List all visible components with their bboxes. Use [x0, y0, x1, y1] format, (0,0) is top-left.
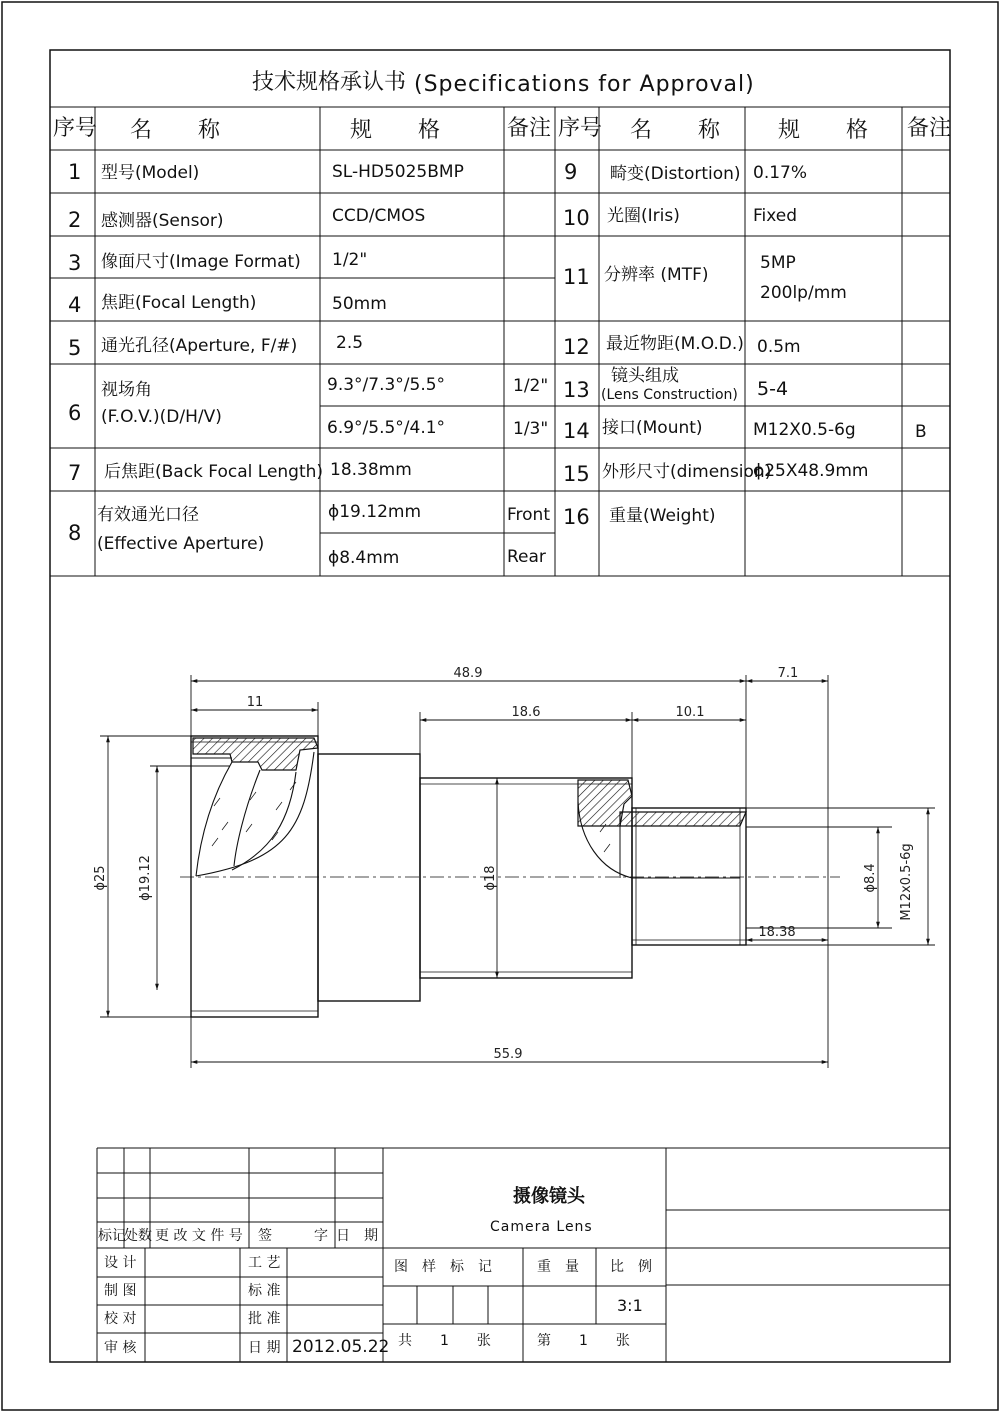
dimension-lines	[100, 675, 935, 1068]
lens-drawing	[180, 736, 840, 1017]
row-spec-2: 200lp/mm	[760, 283, 847, 303]
dim-55-9: 55.9	[493, 1047, 523, 1062]
role-draw: 制 图	[104, 1283, 137, 1299]
front-barrel	[191, 736, 318, 1017]
mid-barrel	[318, 754, 420, 1001]
header-name-right: 名 称	[630, 118, 733, 143]
role-design: 设 计	[104, 1255, 137, 1271]
dim-phi25: ϕ25	[93, 865, 108, 891]
row-spec: 9.3°/7.3°/5.5°	[327, 375, 446, 395]
row-spec: 5-4	[757, 378, 789, 400]
row-name: 光圈(Iris)	[607, 206, 680, 226]
col-head-marking: 图 样 标 记	[394, 1259, 492, 1275]
row-no: 6	[68, 401, 82, 425]
thread-mount	[632, 808, 746, 945]
row-spec: 18.38mm	[330, 460, 412, 480]
col-head-weight: 重 量	[537, 1259, 579, 1275]
row-spec: M12X0.5-6g	[753, 420, 856, 440]
rev-header-sign: 签 字	[258, 1228, 328, 1244]
row-name: 分辨率 (MTF)	[604, 265, 709, 285]
header-spec-right: 规 格	[778, 118, 881, 143]
scale-value: 3:1	[617, 1296, 643, 1315]
row-name: 焦距(Focal Length)	[101, 293, 257, 313]
header-note-left: 备注	[507, 116, 552, 141]
row-spec: 50mm	[332, 294, 387, 314]
row-no: 5	[68, 336, 82, 360]
role-process: 工 艺	[248, 1255, 281, 1271]
row-name: 最近物距(M.O.D.)	[606, 334, 744, 354]
row-no: 11	[563, 265, 590, 289]
dim-phi19-12: ϕ19.12	[138, 855, 153, 901]
dim-phi8-4: ϕ8.4	[863, 863, 878, 893]
row-spec: 0.5m	[757, 337, 801, 357]
row-name: 重量(Weight)	[609, 506, 716, 526]
row-name-2: (F.O.V.)(D/H/V)	[101, 407, 222, 427]
row-no: 9	[564, 160, 578, 184]
row-no: 1	[68, 160, 82, 184]
role-date: 日 期	[248, 1340, 281, 1356]
row-name: 感测器(Sensor)	[101, 211, 224, 231]
row-note-2: Rear	[507, 547, 546, 567]
row-no: 8	[68, 521, 82, 545]
dim-10-1: 10.1	[675, 705, 705, 720]
dim-48-9: 48.9	[453, 666, 483, 681]
row-no: 13	[563, 378, 590, 402]
row-note: Front	[507, 505, 550, 525]
rev-header-mark: 标记	[98, 1228, 126, 1244]
row-name: 视场角	[101, 380, 152, 400]
row-no: 7	[68, 461, 82, 485]
sheet-total: 共 1 张	[398, 1333, 491, 1349]
title-en: (Specifications for Approval)	[414, 72, 755, 97]
row-name: 后焦距(Back Focal Length)	[104, 462, 324, 482]
product-name-en: Camera Lens	[490, 1219, 593, 1235]
drawing-date: 2012.05.22	[292, 1337, 390, 1357]
dim-11: 11	[246, 695, 264, 710]
header-no-left: 序号	[53, 116, 98, 141]
row-spec-2: 6.9°/5.5°/4.1°	[327, 418, 446, 438]
role-approve: 批 准	[248, 1311, 281, 1327]
row-spec: Fixed	[753, 206, 798, 226]
row-name: 镜头组成	[611, 366, 679, 386]
row-spec: CCD/CMOS	[332, 206, 426, 226]
rev-header-count: 处数	[124, 1228, 152, 1244]
row-spec-2: ϕ8.4mm	[328, 548, 400, 568]
row-name: 通光孔径(Aperture, F/#)	[101, 336, 298, 356]
row-spec: ϕ19.12mm	[328, 502, 422, 522]
row-spec: 2.5	[336, 333, 364, 353]
role-check: 校 对	[104, 1311, 137, 1327]
row-no: 3	[68, 251, 82, 275]
row-spec: 1/2"	[332, 250, 368, 270]
row-name: 接口(Mount)	[602, 418, 703, 438]
row-no: 16	[563, 505, 590, 529]
row-name-2: (Lens Construction)	[601, 387, 738, 403]
dimension-labels	[93, 666, 914, 1062]
row-no: 4	[68, 293, 82, 317]
dim-7-1: 7.1	[777, 666, 799, 681]
dim-18-6: 18.6	[511, 705, 541, 720]
row-name: 型号(Model)	[101, 163, 200, 183]
row-no: 2	[68, 208, 82, 232]
dim-phi18: ϕ18	[483, 865, 498, 891]
sheet-number: 第 1 张	[537, 1333, 630, 1349]
row-name: 外形尺寸(dimension)	[602, 462, 772, 482]
row-name: 畸变(Distortion)	[610, 164, 741, 184]
dim-thread: M12x0.5-6g	[899, 843, 914, 921]
product-name-cn: 摄像镜头	[513, 1186, 585, 1207]
header-name-left: 名 称	[130, 118, 233, 143]
row-note: B	[915, 422, 927, 442]
header-spec-left: 规 格	[350, 118, 453, 143]
title-cn: 技术规格承认书	[252, 70, 407, 95]
rev-header-date: 日 期	[336, 1228, 378, 1244]
role-audit: 审 核	[104, 1340, 137, 1356]
row-no: 10	[563, 206, 590, 230]
row-no: 12	[563, 335, 590, 359]
row-no: 15	[563, 462, 590, 486]
row-name: 有效通光口径	[97, 505, 199, 525]
dim-18-38: 18.38	[758, 925, 796, 940]
col-head-scale: 比 例	[610, 1259, 652, 1275]
rev-header-doc: 更 改 文 件 号	[155, 1228, 243, 1244]
row-note: 1/2"	[513, 376, 549, 396]
header-note-right: 备注	[907, 116, 952, 141]
row-spec: 5MP	[760, 253, 796, 273]
role-standard: 标 准	[248, 1283, 281, 1299]
title-block-lines	[97, 1148, 950, 1362]
row-spec: ϕ25X48.9mm	[753, 461, 869, 481]
row-note-2: 1/3"	[513, 419, 549, 439]
row-spec: SL-HD5025BMP	[332, 162, 464, 182]
row-name-2: (Effective Aperture)	[97, 534, 265, 554]
row-name: 像面尺寸(Image Format)	[101, 252, 301, 272]
row-no: 14	[563, 419, 590, 443]
front-hatch	[193, 738, 318, 770]
header-no-right: 序号	[558, 116, 603, 141]
row-spec: 0.17%	[753, 163, 808, 183]
